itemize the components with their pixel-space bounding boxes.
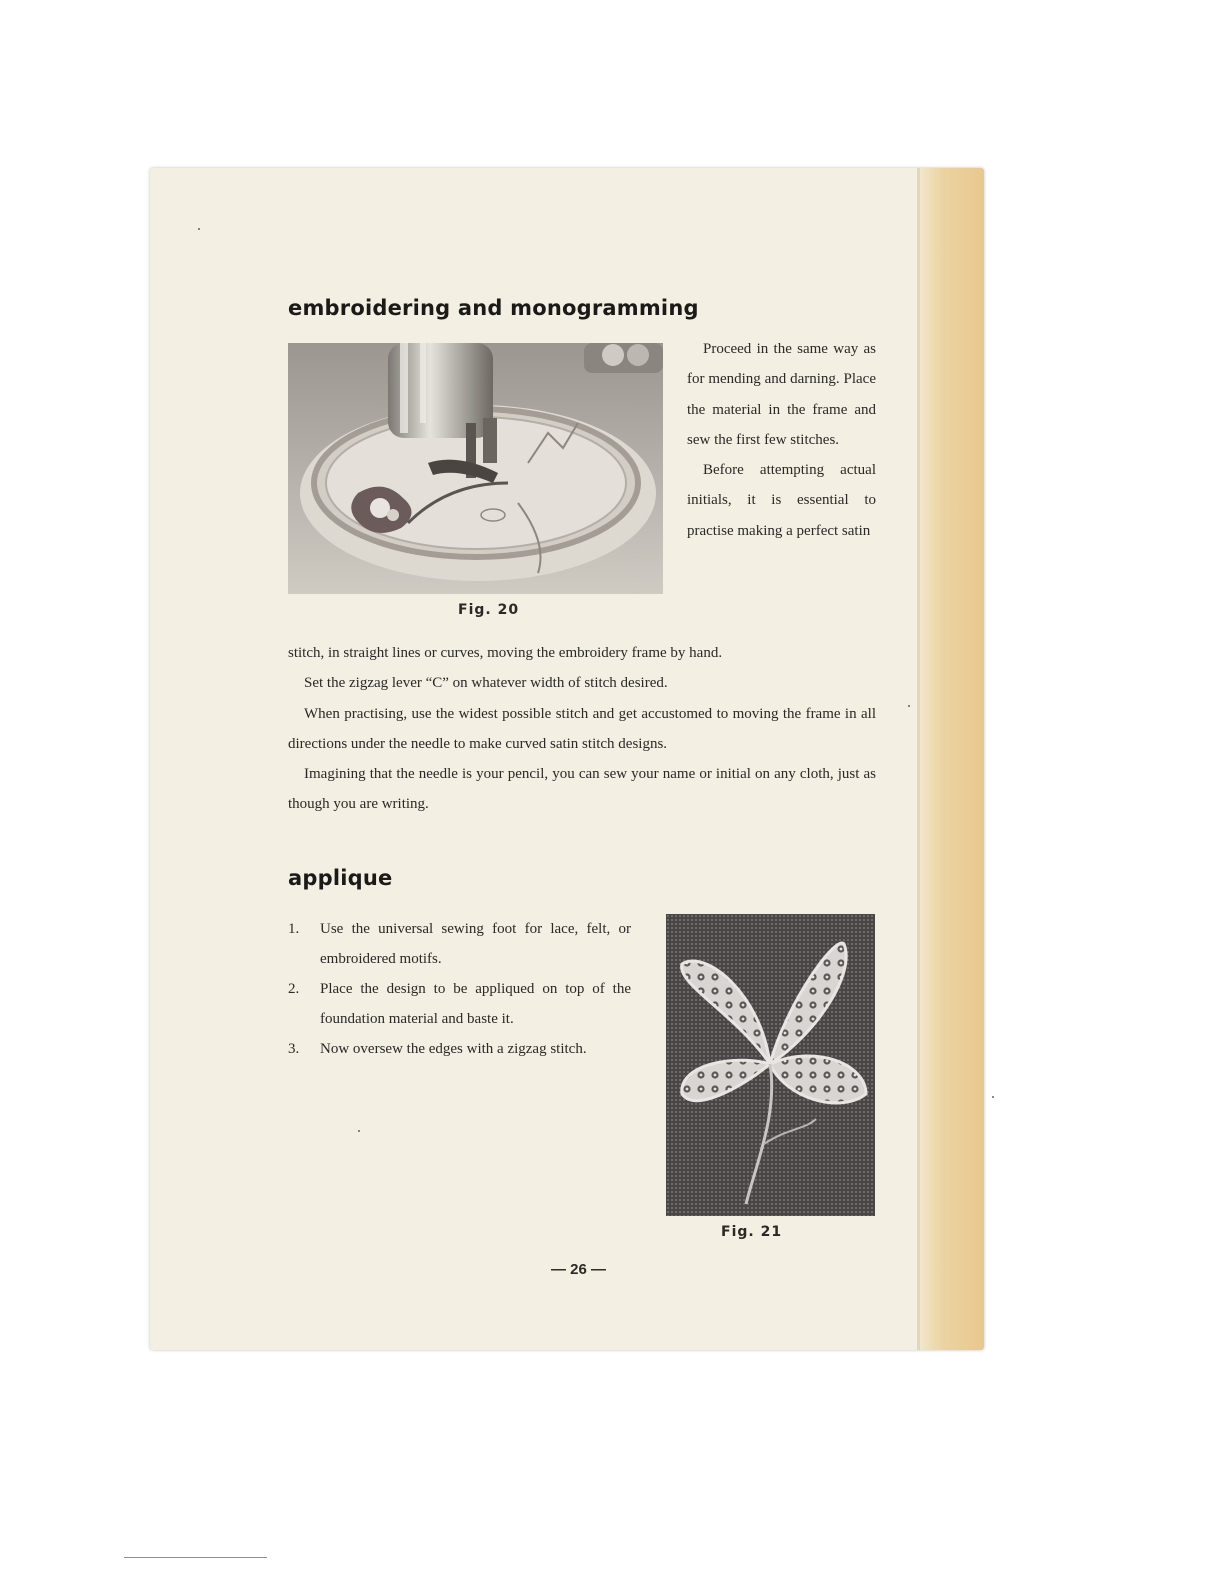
yellowed-page-edge — [920, 168, 984, 1350]
paragraph: When practising, use the widest possible stitch and get accustomed to moving the frame in all directions under the needle to make curved satin stitch designs. — [288, 705, 876, 752]
embroidering-side-text — [687, 334, 876, 546]
figure-20-sewing-machine-photo — [288, 343, 663, 594]
figure-21-illustration — [666, 914, 875, 1216]
paragraph: Imagining that the needle is your pencil, you can sew your name or initial on any cloth, just as though you are writing. — [288, 766, 876, 813]
list-item — [288, 1034, 631, 1064]
paper-speck — [908, 705, 910, 707]
section-heading-applique: applique — [288, 866, 393, 890]
figure-21-caption: Fig. 21 — [721, 1224, 783, 1240]
list-item-text: Place the design to be appliqued on top of the foundation material and baste it. — [320, 981, 631, 1027]
list-item — [288, 914, 631, 974]
paragraph: Set the zigzag lever “C” on whatever width of stitch desired. — [304, 675, 668, 692]
underline-mark — [124, 1557, 267, 1558]
list-item-number: 3. — [288, 1041, 300, 1057]
section-heading-embroidering: embroidering and monogramming — [288, 296, 699, 320]
list-item-text: Use the universal sewing foot for lace, felt, or embroidered motifs. — [320, 921, 631, 967]
applique-steps-list — [288, 914, 631, 1064]
paragraph: Proceed in the same way as for mending and darning. Place the material in the frame and sew the first few stitches. — [687, 341, 876, 448]
paragraph: Before attempting actual initials, it is essential to practise making a perfect satin — [687, 462, 876, 539]
figure-20-caption: Fig. 20 — [458, 602, 520, 618]
figure-20-illustration — [288, 343, 663, 594]
paper-speck — [358, 1130, 360, 1132]
list-item-number: 1. — [288, 921, 300, 937]
paper-speck — [992, 1096, 994, 1098]
embroidering-body-text — [288, 638, 876, 820]
figure-21-lace-applique-photo — [666, 914, 875, 1216]
paragraph: stitch, in straight lines or curves, moving the embroidery frame by hand. — [288, 645, 723, 661]
page-number: — 26 — — [551, 1261, 607, 1278]
paper-speck — [198, 228, 200, 230]
list-item-number: 2. — [288, 981, 300, 997]
list-item-text: Now oversew the edges with a zigzag stitch. — [320, 1041, 587, 1057]
list-item — [288, 974, 631, 1034]
